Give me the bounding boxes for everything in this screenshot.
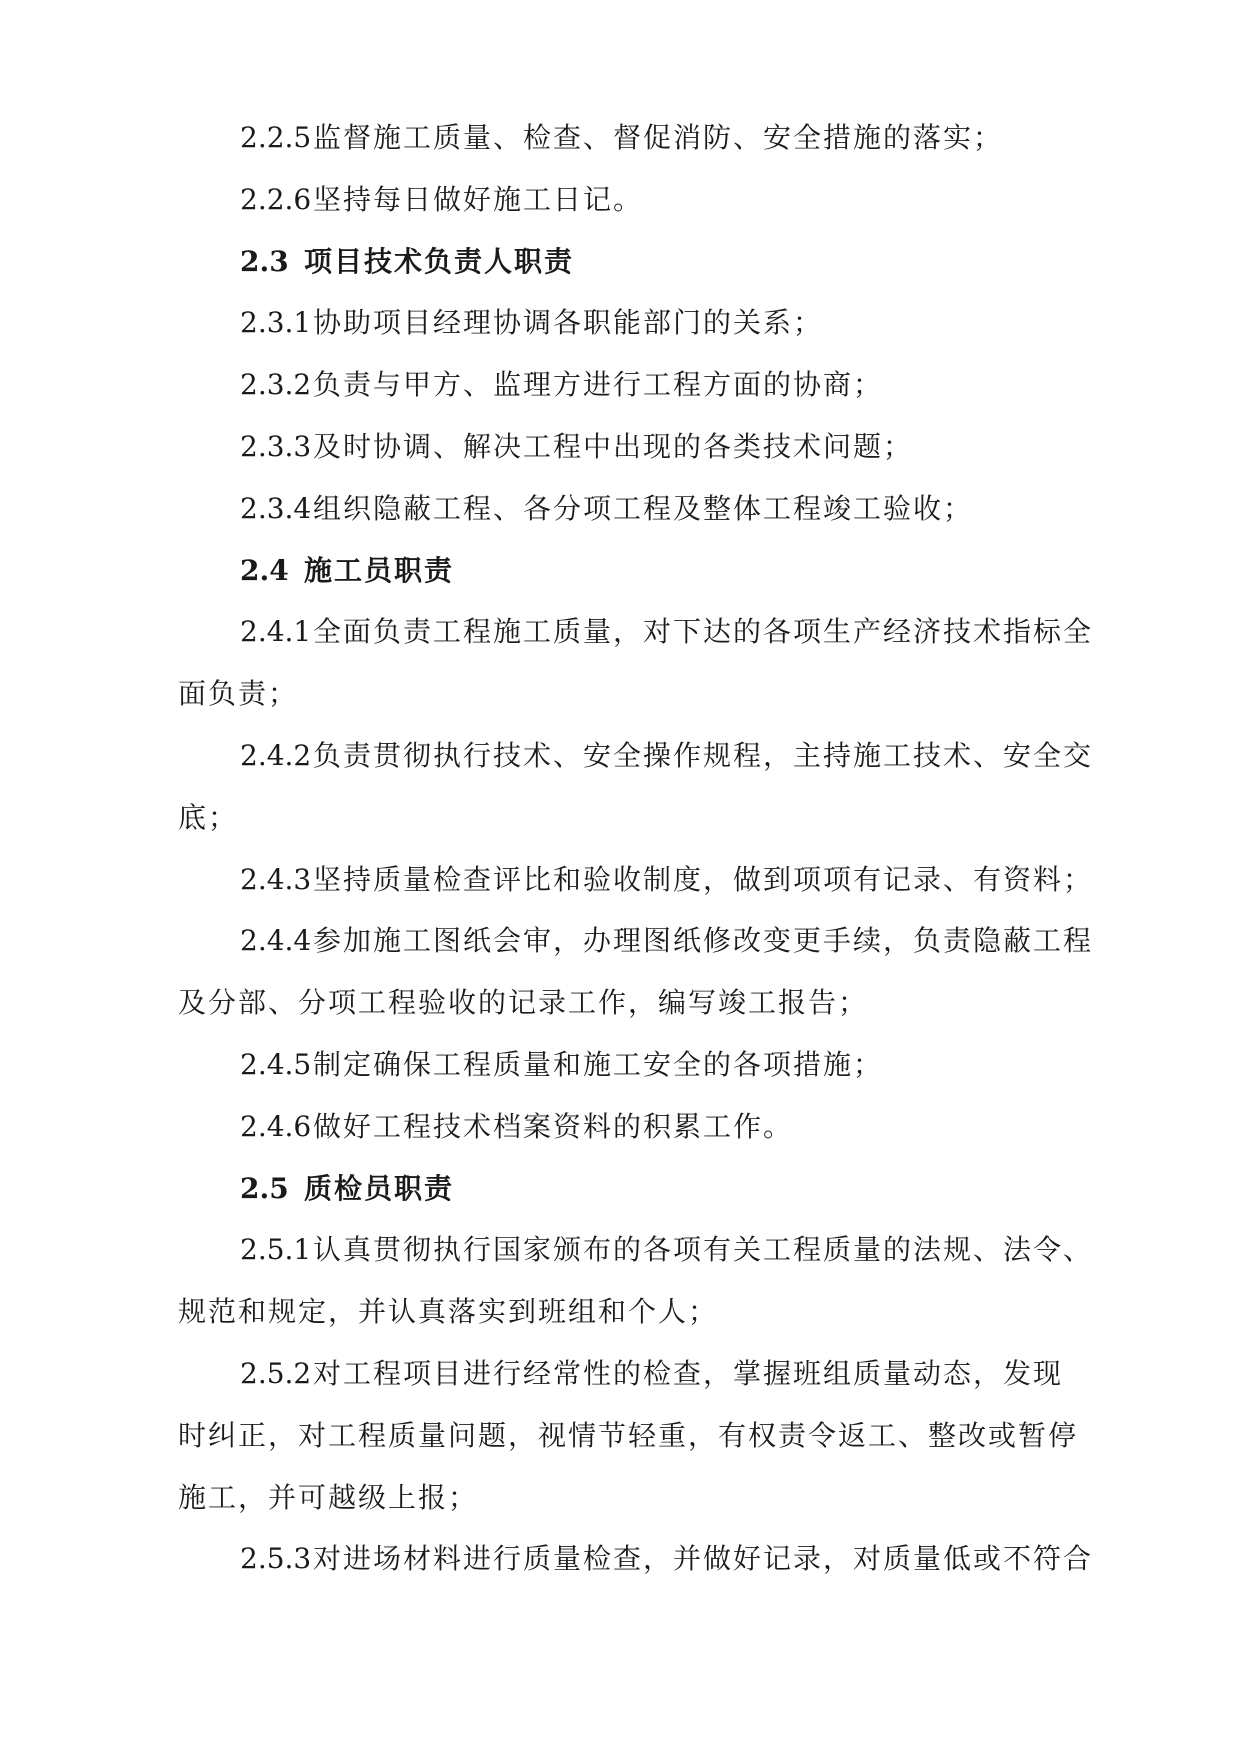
clause-line — [0, 118, 1241, 158]
clause-number: 2.3.3 — [240, 430, 312, 463]
clause-line — [0, 489, 1241, 529]
clause-number: 2.3.1 — [240, 306, 312, 340]
clause-line — [0, 180, 1241, 220]
clause-line — [0, 1539, 1241, 1579]
clause-text: 做好工程技术档案资料的积累工作。 — [313, 1109, 794, 1143]
clause-number: 2.5.2 — [240, 1357, 312, 1390]
clause-text: 全面负责工程施工质量，对下达的各项生产经济技术指标全 — [313, 615, 1094, 649]
clause-text-continued: 底； — [178, 800, 239, 834]
clause-text: 参加施工图纸会审，办理图纸修改变更手续，负责隐蔽工程 — [313, 924, 1094, 958]
section-heading — [0, 1169, 1241, 1209]
section-number: 2.5 — [240, 1171, 289, 1205]
clause-line — [0, 860, 1241, 900]
clause-text: 对进场材料进行质量检查，并做好记录，对质量低或不符合 — [313, 1542, 1094, 1576]
clause-number: 2.4.1 — [240, 615, 312, 649]
clause-text: 负责贯彻执行技术、安全操作规程，主持施工技术、安全交 — [313, 739, 1094, 772]
clause-line — [0, 1416, 1241, 1456]
clause-line — [0, 983, 1241, 1023]
clause-number: 2.4.4 — [240, 924, 312, 958]
clause-number: 2.5.3 — [240, 1542, 312, 1576]
clause-text-continued: 施工，并可越级上报； — [178, 1480, 479, 1514]
clause-line — [0, 1478, 1241, 1518]
clause-text: 坚持质量检查评比和验收制度，做到项项有记录、有资料； — [313, 862, 1094, 896]
clause-line — [0, 612, 1241, 652]
clause-text-continued: 时纠正，对工程质量问题，视情节轻重，有权责令返工、整改或暂停 — [178, 1418, 1079, 1452]
clause-text-continued: 及分部、分项工程验收的记录工作，编写竣工报告； — [178, 986, 869, 1020]
section-number: 2.3 — [240, 244, 289, 278]
clause-number: 2.3.4 — [240, 491, 312, 525]
section-number: 2.4 — [240, 553, 289, 587]
clause-number: 2.5.1 — [240, 1233, 312, 1267]
clause-text: 认真贯彻执行国家颁布的各项有关工程质量的法规、法令、 — [313, 1233, 1094, 1267]
clause-text: 监督施工质量、检查、督促消防、安全措施的落实； — [313, 121, 1004, 154]
clause-line — [0, 798, 1241, 838]
clause-line — [0, 1292, 1241, 1332]
clause-text: 负责与甲方、监理方进行工程方面的协商； — [313, 368, 884, 402]
clause-text: 组织隐蔽工程、各分项工程及整体工程竣工验收； — [313, 491, 974, 525]
clause-number: 2.2.5 — [240, 121, 312, 154]
clause-line — [0, 1045, 1241, 1085]
clause-text: 协助项目经理协调各职能部门的关系； — [313, 306, 824, 340]
clause-text: 及时协调、解决工程中出现的各类技术问题； — [313, 430, 914, 463]
clause-text: 制定确保工程质量和施工安全的各项措施； — [313, 1048, 884, 1081]
clause-number: 2.2.6 — [240, 182, 312, 216]
clause-line — [0, 1107, 1241, 1147]
clause-line — [0, 921, 1241, 961]
clause-line — [0, 736, 1241, 776]
section-title: 项目技术负责人职责 — [304, 244, 575, 278]
clause-text: 对工程项目进行经常性的检查，掌握班组质量动态，发现 — [313, 1357, 1064, 1390]
section-heading — [0, 242, 1241, 282]
clause-number: 2.4.5 — [240, 1048, 312, 1081]
section-heading — [0, 551, 1241, 591]
clause-number: 2.3.2 — [240, 368, 312, 402]
clause-line — [0, 1354, 1241, 1394]
clause-line — [0, 1230, 1241, 1270]
clause-number: 2.4.3 — [240, 862, 312, 896]
clause-line — [0, 427, 1241, 467]
clause-text-continued: 面负责； — [178, 677, 299, 711]
clause-line — [0, 365, 1241, 405]
clause-text-continued: 规范和规定，并认真落实到班组和个人； — [178, 1295, 719, 1329]
clause-text: 坚持每日做好施工日记。 — [313, 182, 644, 216]
section-title: 施工员职责 — [304, 553, 455, 587]
clause-line — [0, 303, 1241, 343]
clause-line — [0, 674, 1241, 714]
section-title: 质检员职责 — [304, 1171, 455, 1205]
clause-number: 2.4.2 — [240, 739, 312, 772]
clause-number: 2.4.6 — [240, 1109, 312, 1143]
